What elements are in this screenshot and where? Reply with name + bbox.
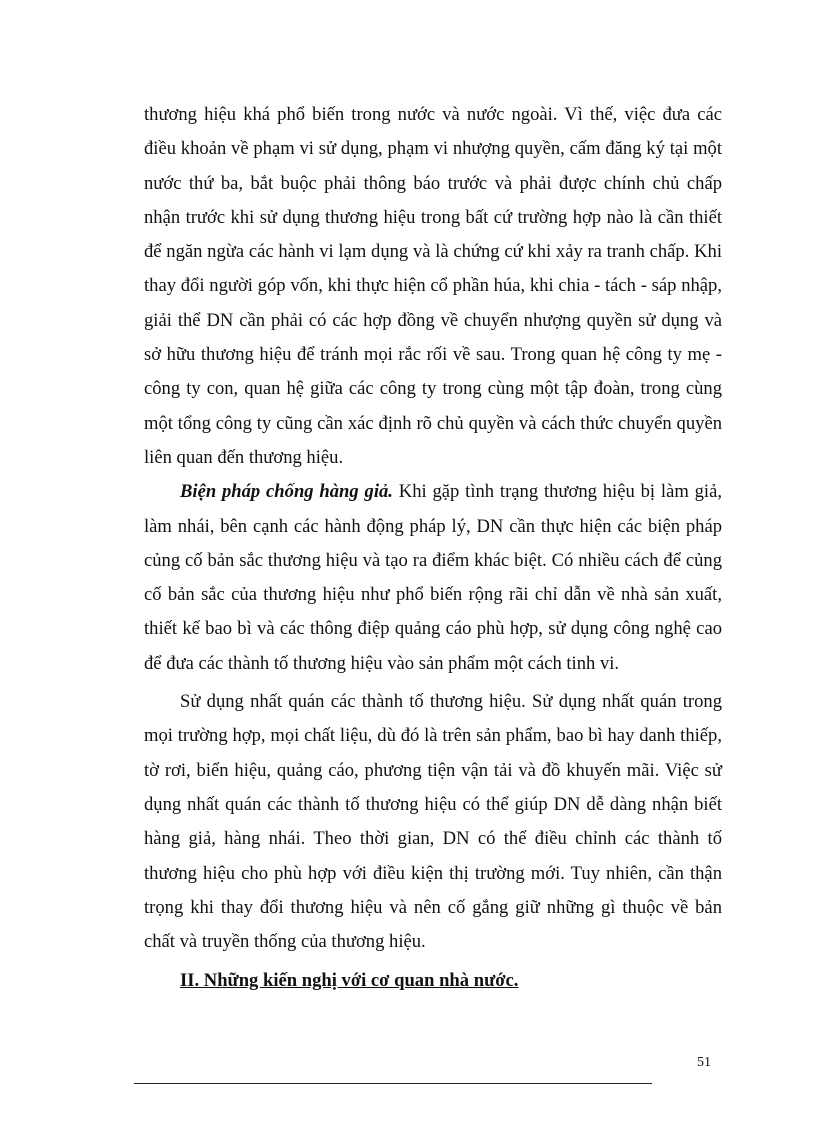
body-text [144,98,722,959]
section-heading: II. Những kiến nghị với cơ quan nhà nước. [180,970,519,991]
paragraph-consistent-use: Sử dụng nhất quán các thành tố thương hiệu. Sử dụng nhất quán trong mọi trường hợp, mọi chất liệu, dù đó là trên sản phẩm, bao bì hay danh thiếp, tờ rơi, biển hiệu, quảng cáo, phương tiện vận tải và đồ khuyến mãi. Việc sử dụng nhất quán các thành tố thương hiệu có thể giúp DN dễ dàng nhận biết hàng giả, hàng nhái. Theo thời gian, DN có thể điều chỉnh các thành tố thương hiệu cho phù hợp với điều kiện thị trường mới. Tuy nhiên, cần thận trọng khi thay đổi thương hiệu và nên cố gắng giữ những gì thuộc về bản chất và truyền thống của thương hiệu. [144,691,722,953]
paragraph-anti-counterfeit [144,475,722,681]
footer-divider [134,1083,652,1084]
page-number: 51 [697,1055,711,1070]
paragraph-lead-anti-counterfeit: Biện pháp chống hàng giả. [180,481,393,503]
paragraph-trademark-clauses: thương hiệu khá phổ biến trong nước và nước ngoài. Vì thế, việc đưa các điều khoản về phạm vi sử dụng, phạm vi nhượng quyền, cấm đăng ký tại một nước thứ ba, bắt buộc phải thông báo trước và phải được chính chủ chấp nhận trước khi sử dụng thương hiệu trong bất cứ trường hợp nào là cần thiết để ngăn ngừa các hành vi lạm dụng và là chứng cứ khi xảy ra tranh chấp. Khi thay đổi người góp vốn, khi thực hiện cổ phần húa, khi chia - tách - sáp nhập, giải thể DN cần phải có các hợp đồng về chuyển nhượng quyền sử dụng và sở hữu thương hiệu để tránh mọi rắc rối về sau. Trong quan hệ công ty mẹ - công ty con, quan hệ giữa các công ty trong cùng một tập đoàn, trong cùng một tổng công ty cũng cần xác định rõ chủ quyền và cách thức chuyển quyền liên quan đến thương hiệu. [144,104,722,468]
paragraph-anti-counterfeit-body: Khi gặp tình trạng thương hiệu bị làm giả, làm nhái, bên cạnh các hành động pháp lý, DN cần thực hiện các biện pháp củng cố bản sắc thương hiệu và tạo ra điểm khác biệt. Có nhiều cách để củng cố bản sắc của thương hiệu như phổ biến rộng rãi chỉ dẫn về nhà sản xuất, thiết kế bao bì và các thông điệp quảng cáo phù hợp, sử dụng công nghệ cao để đưa các thành tố thương hiệu vào sản phẩm một cách tinh vi. [144,481,722,674]
